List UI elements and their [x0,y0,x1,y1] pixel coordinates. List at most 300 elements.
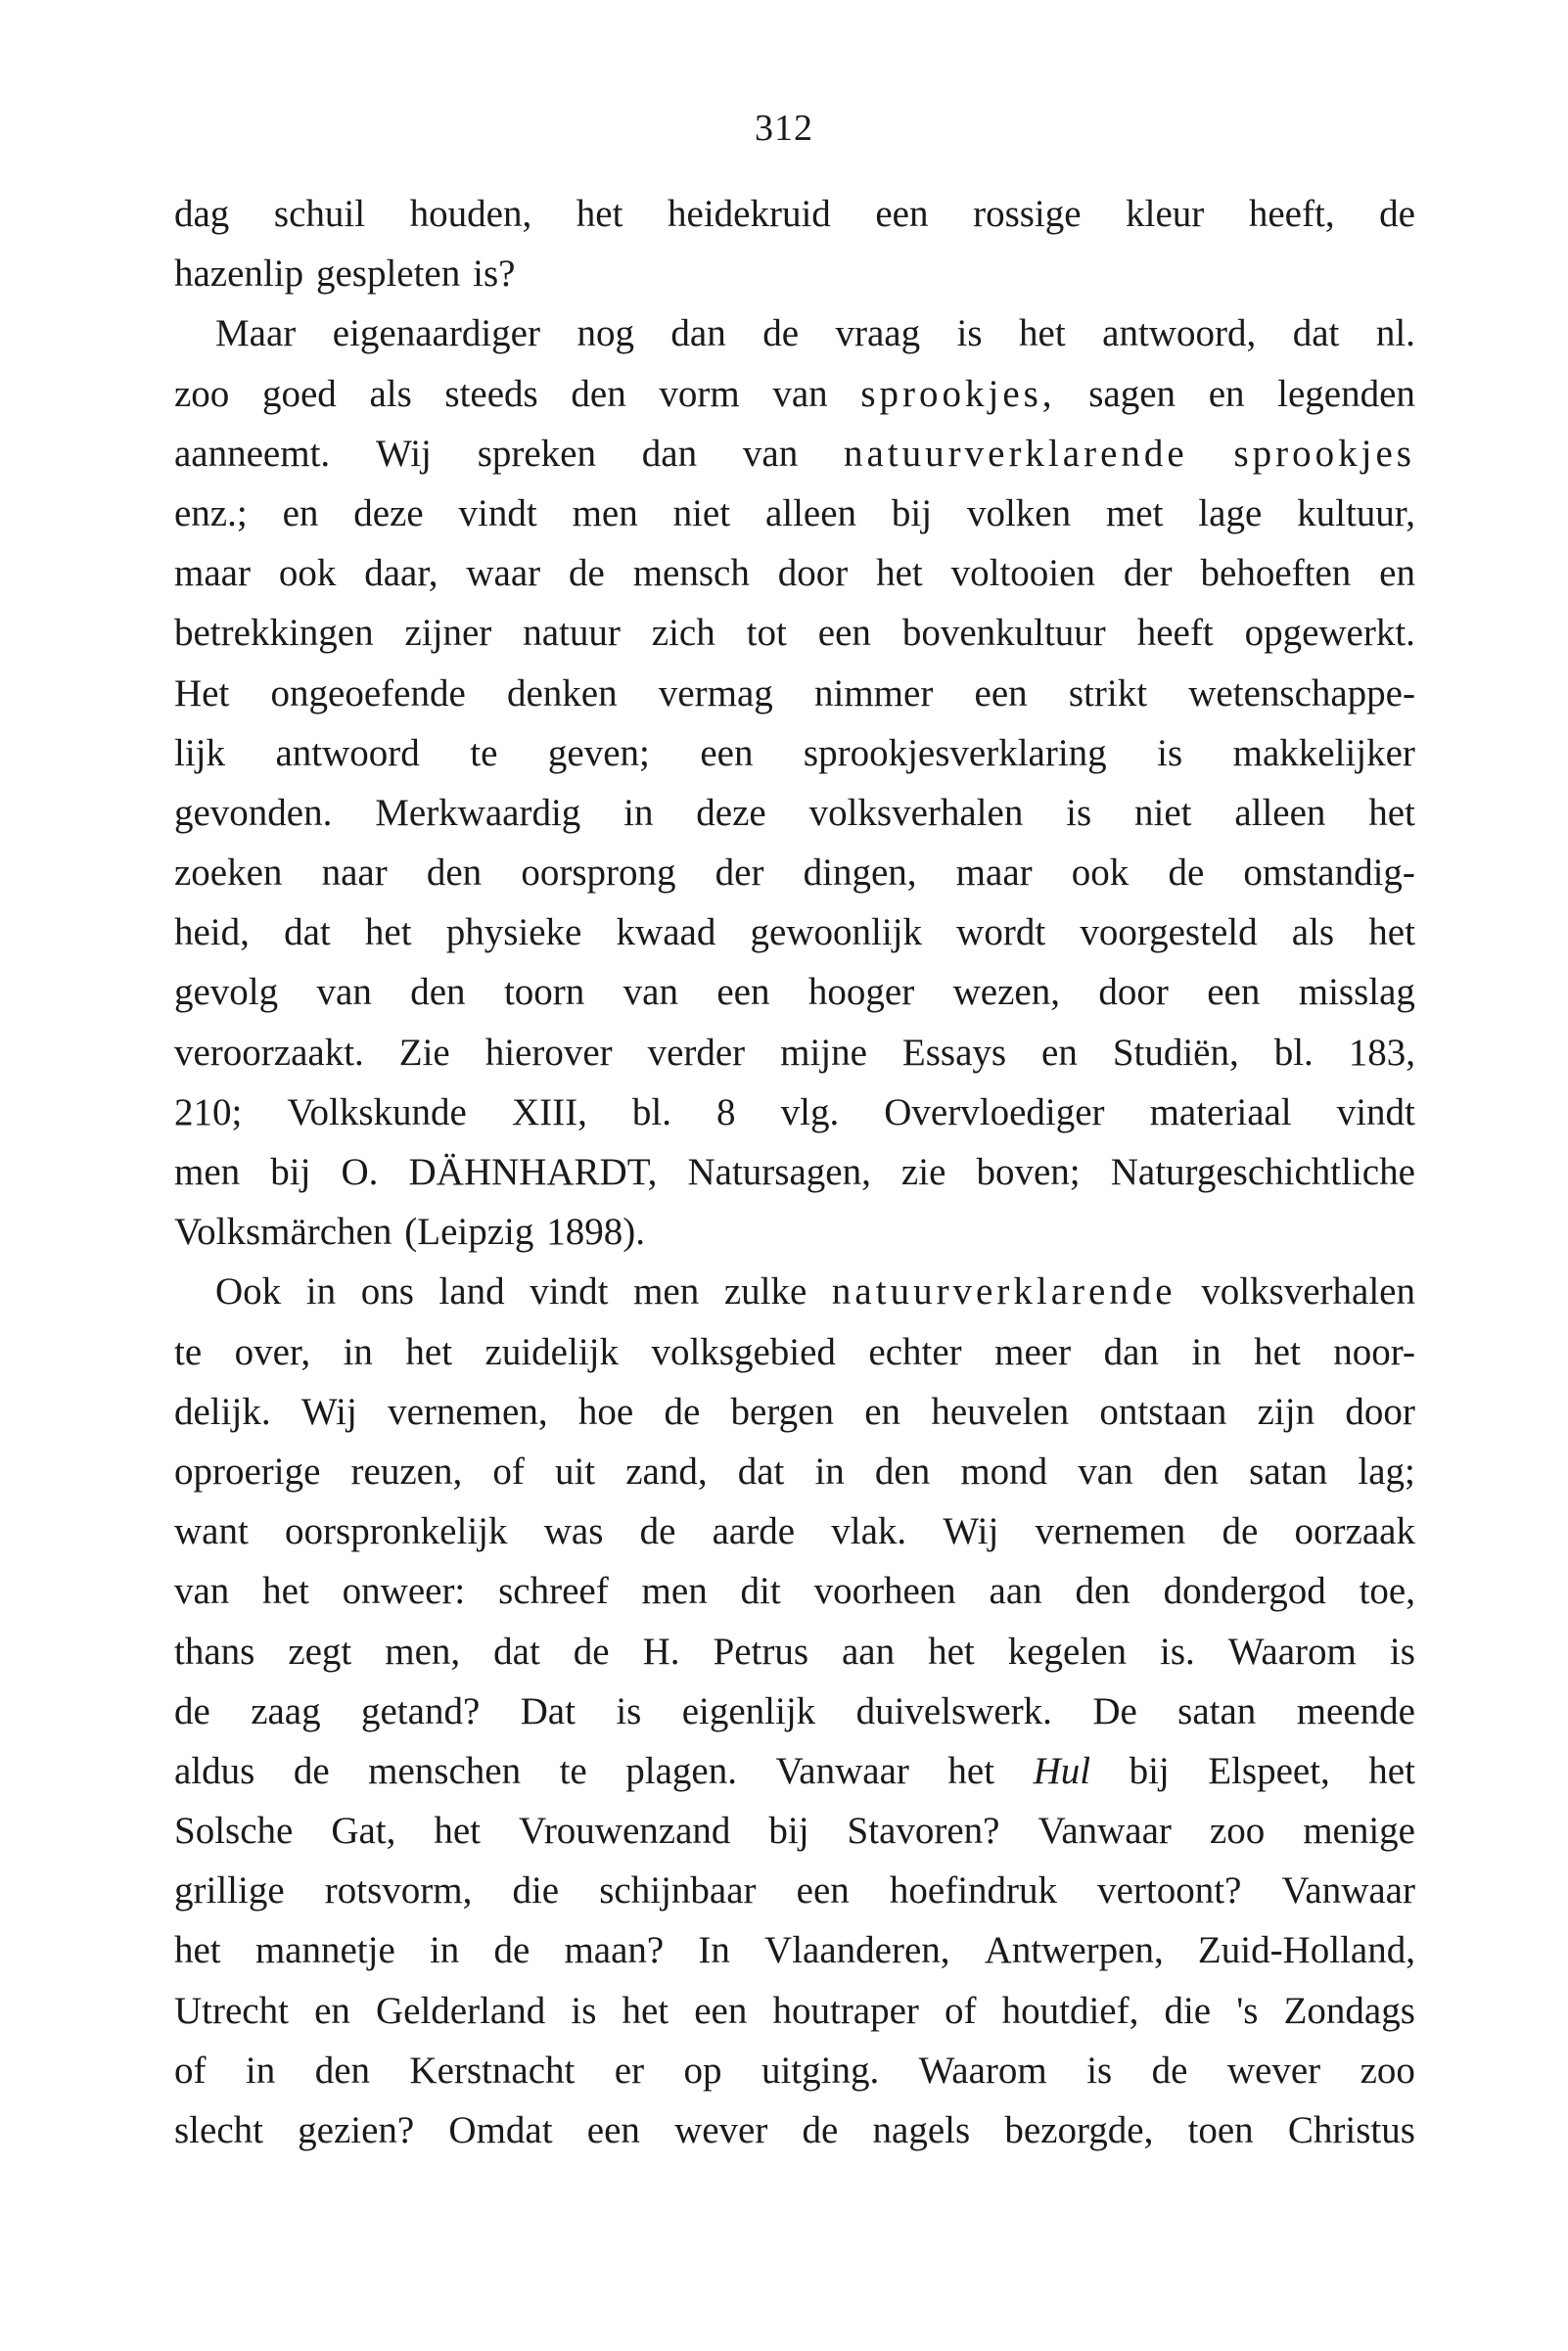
word: een [700,731,754,774]
text-line [174,1920,1415,1980]
word: volksgebied [651,1330,836,1373]
word: nog [576,312,634,355]
word: behoeften [1200,552,1352,595]
word: vindt [530,1270,609,1314]
word: nagels [872,2109,971,2151]
word: en [1379,552,1415,595]
word: aan [989,1570,1042,1613]
word: van [1078,1450,1133,1493]
word: De [1092,1689,1137,1732]
word: is? [473,253,516,296]
word: is [616,1689,642,1732]
word: hierover [484,1031,613,1074]
word: lage [1198,491,1263,534]
word: ook [1071,852,1130,895]
word: Studiën, [1112,1031,1239,1074]
word: makkelijker [1232,731,1415,774]
text-line [174,1442,1415,1501]
word: als [369,372,412,415]
word: Petrus [713,1630,808,1673]
word: de [1168,852,1205,895]
word: heid, [174,911,250,954]
word: sagen [1088,372,1176,415]
word: is [1157,731,1183,774]
word: bovenkultuur [901,612,1106,655]
word: Vlaanderen, [764,1929,950,1972]
word: den [571,372,626,415]
word: de [174,1689,210,1732]
word: legenden [1277,372,1415,415]
word: Dat [520,1689,576,1732]
text-line [174,1622,1415,1682]
word: zie [900,1151,946,1193]
word: Zie [398,1031,450,1074]
word: rossige [973,193,1082,235]
text-line [174,603,1415,663]
word: hoefindruk [889,1869,1058,1913]
word: over, [234,1330,311,1373]
word: Wij [300,1390,357,1433]
word: uitging. [761,2049,880,2092]
word: zegt [288,1630,352,1673]
word: kwaad [616,911,716,954]
text-line [174,543,1415,603]
word: den [410,971,466,1014]
word: de [493,1929,530,1972]
word: houtraper [772,1989,919,2032]
word: Vanwaar [1038,1810,1172,1853]
word: is [1086,2049,1113,2092]
word: zuidelijk [484,1330,619,1373]
text-line [174,1202,1415,1262]
word: echter [868,1330,962,1373]
word: dag [174,193,230,235]
word: Solsche [174,1810,294,1853]
word: satan [1249,1450,1328,1493]
word: zoo [1360,2049,1415,2092]
word: natuurverklarende [831,1270,1176,1314]
word: men [174,1151,241,1193]
word: dan [1103,1330,1159,1373]
word: oorspronkelijk [285,1510,508,1553]
word: lijk [174,731,226,774]
word: houtdief, [1001,1989,1139,2032]
word: of [174,2049,207,2092]
word: plagen. [625,1749,737,1792]
word: betrekkingen [174,612,374,655]
word: voltooien [950,552,1095,595]
word: te [174,1330,203,1373]
word: een [974,671,1028,715]
text-line [174,843,1415,902]
text-line [174,184,1415,244]
word: de [1151,2049,1188,2092]
word: antwoord [275,731,420,774]
text-line [174,244,1415,303]
word: men [572,491,638,534]
word: dan [641,432,698,475]
word: verder [647,1031,746,1074]
word: en [314,1989,350,2032]
word: voorheen [813,1570,956,1613]
word: lag; [1358,1450,1415,1493]
word: hazenlip [174,253,304,296]
word: in [814,1450,845,1493]
word: maan? [564,1929,665,1972]
word: Het [174,671,230,715]
word: dat [284,911,331,954]
word: men [633,1270,700,1314]
word: bij [1129,1749,1170,1792]
word: 1898). [546,1211,645,1254]
word: het [364,911,412,954]
word: geven; [547,731,650,774]
word: het [434,1810,482,1853]
text-line [174,783,1415,843]
word: zijn [1257,1390,1315,1433]
word: ongeoefende [270,671,466,715]
word: natuurverklarende [844,432,1188,475]
word: meende [1296,1689,1415,1732]
word: In [698,1929,730,1972]
text-line [174,2041,1415,2100]
word: 's [1236,1989,1259,2032]
word: enz.; [174,491,248,534]
word: het [174,1929,221,1972]
word: vlak. [831,1510,907,1553]
text-line [174,484,1415,543]
body-text [174,184,1415,2160]
word: bij [768,1810,809,1853]
word: van [772,372,828,415]
word: uit [554,1450,596,1493]
word: schijnbaar [599,1869,757,1913]
page-number: 312 [755,108,813,149]
word: door [1098,971,1169,1014]
word: hooger [807,971,915,1014]
text-line [174,1561,1415,1621]
word: eigenlijk [681,1689,816,1732]
word: natuur [523,612,621,655]
word: den [874,1450,931,1493]
text-line [174,664,1415,723]
word: als [1291,911,1335,954]
word: of [492,1450,525,1493]
word: bergen [730,1390,834,1433]
word: der [715,852,764,895]
word: en [282,491,319,534]
word: volksverhalen [1201,1270,1415,1314]
word: Waarom [1227,1630,1357,1673]
text-line [174,1142,1415,1202]
word: tot [746,612,787,655]
word: Hul [1033,1749,1091,1792]
word: er [614,2049,645,2092]
word: alleen [764,491,857,534]
word: opgewerkt. [1244,612,1415,655]
word: eigenaardiger [332,312,540,355]
text-line [174,1741,1415,1801]
word: vertoont? [1097,1869,1242,1913]
word: is [571,1989,597,2032]
word: de [573,1630,610,1673]
word: Vrouwenzand [519,1810,731,1853]
text-line [174,962,1415,1022]
word: gespleten [315,253,461,296]
word: de [1379,193,1415,235]
word: den [1163,1450,1220,1493]
word: waar [466,552,541,595]
word: vorm [659,372,740,415]
word: wezen, [952,971,1060,1014]
word: dondergod [1163,1570,1326,1613]
word: Volkskunde [287,1090,467,1133]
word: 183, [1348,1031,1415,1074]
word: een [716,971,770,1014]
word: van [316,971,372,1014]
word: zulke [723,1270,807,1314]
word: in [1191,1330,1222,1373]
word: die [512,1869,560,1913]
word: wever [1226,2049,1321,2092]
word: in [245,2049,276,2092]
word: hoe [577,1390,634,1433]
word: menschen [368,1749,522,1792]
word: nimmer [814,671,934,715]
word: vlg. [780,1090,840,1133]
word: 210; [174,1090,243,1133]
word: toorn [503,971,585,1014]
word: omstandig- [1243,852,1415,895]
word: houden, [409,193,532,235]
word: het [622,1989,669,2032]
word: ons [360,1270,414,1314]
word: vernemen [1035,1510,1186,1553]
word: of [945,1989,977,2032]
word: van [174,1570,230,1613]
word: dingen, [803,852,917,895]
word: het [405,1330,453,1373]
word: is [956,312,983,355]
word: aan [841,1630,896,1673]
word: Gelderland [375,1989,546,2032]
word: toe, [1359,1570,1415,1613]
word: het [947,1749,995,1792]
word: oorsprong [521,852,676,895]
word: physieke [445,911,582,954]
word: Zuid-Holland, [1197,1929,1415,1972]
word: steeds [444,372,538,415]
word: wever [674,2109,768,2151]
word: zoo [1209,1810,1266,1853]
word: Naturgeschichtliche [1110,1151,1415,1193]
text-line [174,723,1415,783]
word: een [817,612,871,655]
word: veroorzaakt. [174,1031,364,1074]
word: schuil [273,193,366,235]
word: vernemen, [388,1390,548,1433]
word: Gat, [331,1810,396,1853]
word: voorgesteld [1080,911,1258,954]
word: meer [994,1330,1072,1373]
word: dat [493,1630,540,1673]
word: maar [955,852,1033,895]
word: volksverhalen [808,791,1024,834]
word: de [569,552,605,595]
word: en [1208,372,1245,415]
word: bij [270,1151,311,1193]
word: naar [321,852,388,895]
word: thans [174,1630,255,1673]
word: gevonden. [174,791,333,834]
word: rotsvorm, [324,1869,473,1913]
word: deze [353,491,424,534]
word: is [1389,1630,1415,1673]
word: het [1368,911,1415,954]
word: mannetje [254,1929,395,1972]
word: van [742,432,799,475]
word: Vanwaar [1281,1869,1415,1913]
word: het [576,193,623,235]
text-line [174,1682,1415,1741]
word: niet [672,491,731,534]
word: mensch [632,552,750,595]
word: Elspeet, [1208,1749,1330,1792]
word: de [293,1749,330,1792]
word: zoeken [174,852,283,895]
word: het [1254,1330,1301,1373]
word: daar, [364,552,438,595]
word: het [1368,1749,1415,1792]
word: een [1207,971,1261,1014]
word: goed [261,372,337,415]
word: Utrecht [174,1989,289,2032]
word: te [559,1749,587,1792]
word: Vanwaar [775,1749,909,1792]
word: de [802,2109,839,2151]
word: een [796,1869,850,1913]
word: Antwerpen, [984,1929,1164,1972]
word: het [876,552,923,595]
word: sprookjes [1233,432,1415,475]
word: kleur [1126,193,1205,235]
word: en [864,1390,901,1433]
word: dat [737,1450,785,1493]
word: Christus [1287,2109,1415,2151]
word: Wij [375,432,432,475]
word: toen [1187,2109,1254,2151]
word: mijne [780,1031,867,1074]
word: Essays [901,1031,1007,1074]
word: maar [174,552,251,595]
word: niet [1134,791,1192,834]
word: bl. [1273,1031,1314,1074]
word: heuvelen [931,1390,1070,1433]
word: in [429,1929,460,1972]
word: het [262,1570,309,1613]
word: ook [278,552,337,595]
word: volken [966,491,1072,534]
word: men, [385,1630,461,1673]
word: is [1066,791,1092,834]
word: zijner [404,612,492,655]
word: heeft, [1248,193,1335,235]
word: Wij [943,1510,999,1553]
word: mond [960,1450,1048,1493]
word: misslag [1298,971,1415,1014]
text-line [174,1083,1415,1142]
word: land [438,1270,505,1314]
word: Volksmärchen [174,1211,392,1254]
word: oorzaak [1294,1510,1415,1553]
text-line [174,1382,1415,1442]
word: delijk. [174,1390,271,1433]
word: gewoonlijk [750,911,922,954]
word: Stavoren? [847,1810,1000,1853]
word: Merkwaardig [375,791,581,834]
word: het [1019,312,1066,355]
word: door [1345,1390,1415,1433]
word: Zondags [1283,1989,1415,2032]
word: wordt [956,911,1046,954]
word: der [1123,552,1173,595]
word: de [762,312,799,355]
word: (Leipzig [404,1211,534,1254]
text-line [174,2100,1415,2160]
word: Kerstnacht [409,2049,576,2092]
word: de [1222,1510,1259,1553]
text-line [174,1801,1415,1861]
text-line [174,902,1415,962]
word: DÄHNHARDT, [408,1151,658,1193]
word: de [664,1390,701,1433]
word: denken [506,671,618,715]
word: duivelswerk. [855,1689,1052,1732]
text-line [174,1023,1415,1083]
word: in [623,791,654,834]
word: kegelen [1007,1630,1127,1673]
word: Ook [215,1270,282,1314]
word: men [641,1570,708,1613]
word: aanneemt. [174,432,331,475]
word: noor- [1333,1330,1415,1373]
word: heeft [1136,612,1214,655]
word: aldus [174,1749,255,1792]
word: met [1105,491,1164,534]
word: vermag [658,671,773,715]
word: zand, [625,1450,708,1493]
text-line [174,364,1415,424]
word: vraag [835,312,921,355]
word: zoo [174,372,230,415]
word: zaag [251,1689,321,1732]
word: vindt [1336,1090,1415,1133]
word: menige [1303,1810,1415,1853]
word: van [623,971,678,1014]
word: spreken [477,432,596,475]
word: onweer: [342,1570,466,1613]
word: was [543,1510,604,1553]
word: bezorgde, [1004,2109,1154,2151]
word: gevolg [174,971,279,1014]
word: den [314,2049,370,2092]
text-line [174,303,1415,363]
word: de [639,1510,676,1553]
word: antwoord, [1102,312,1257,355]
word: te [470,731,498,774]
word: 8 [716,1090,736,1133]
word: die [1164,1989,1212,2032]
